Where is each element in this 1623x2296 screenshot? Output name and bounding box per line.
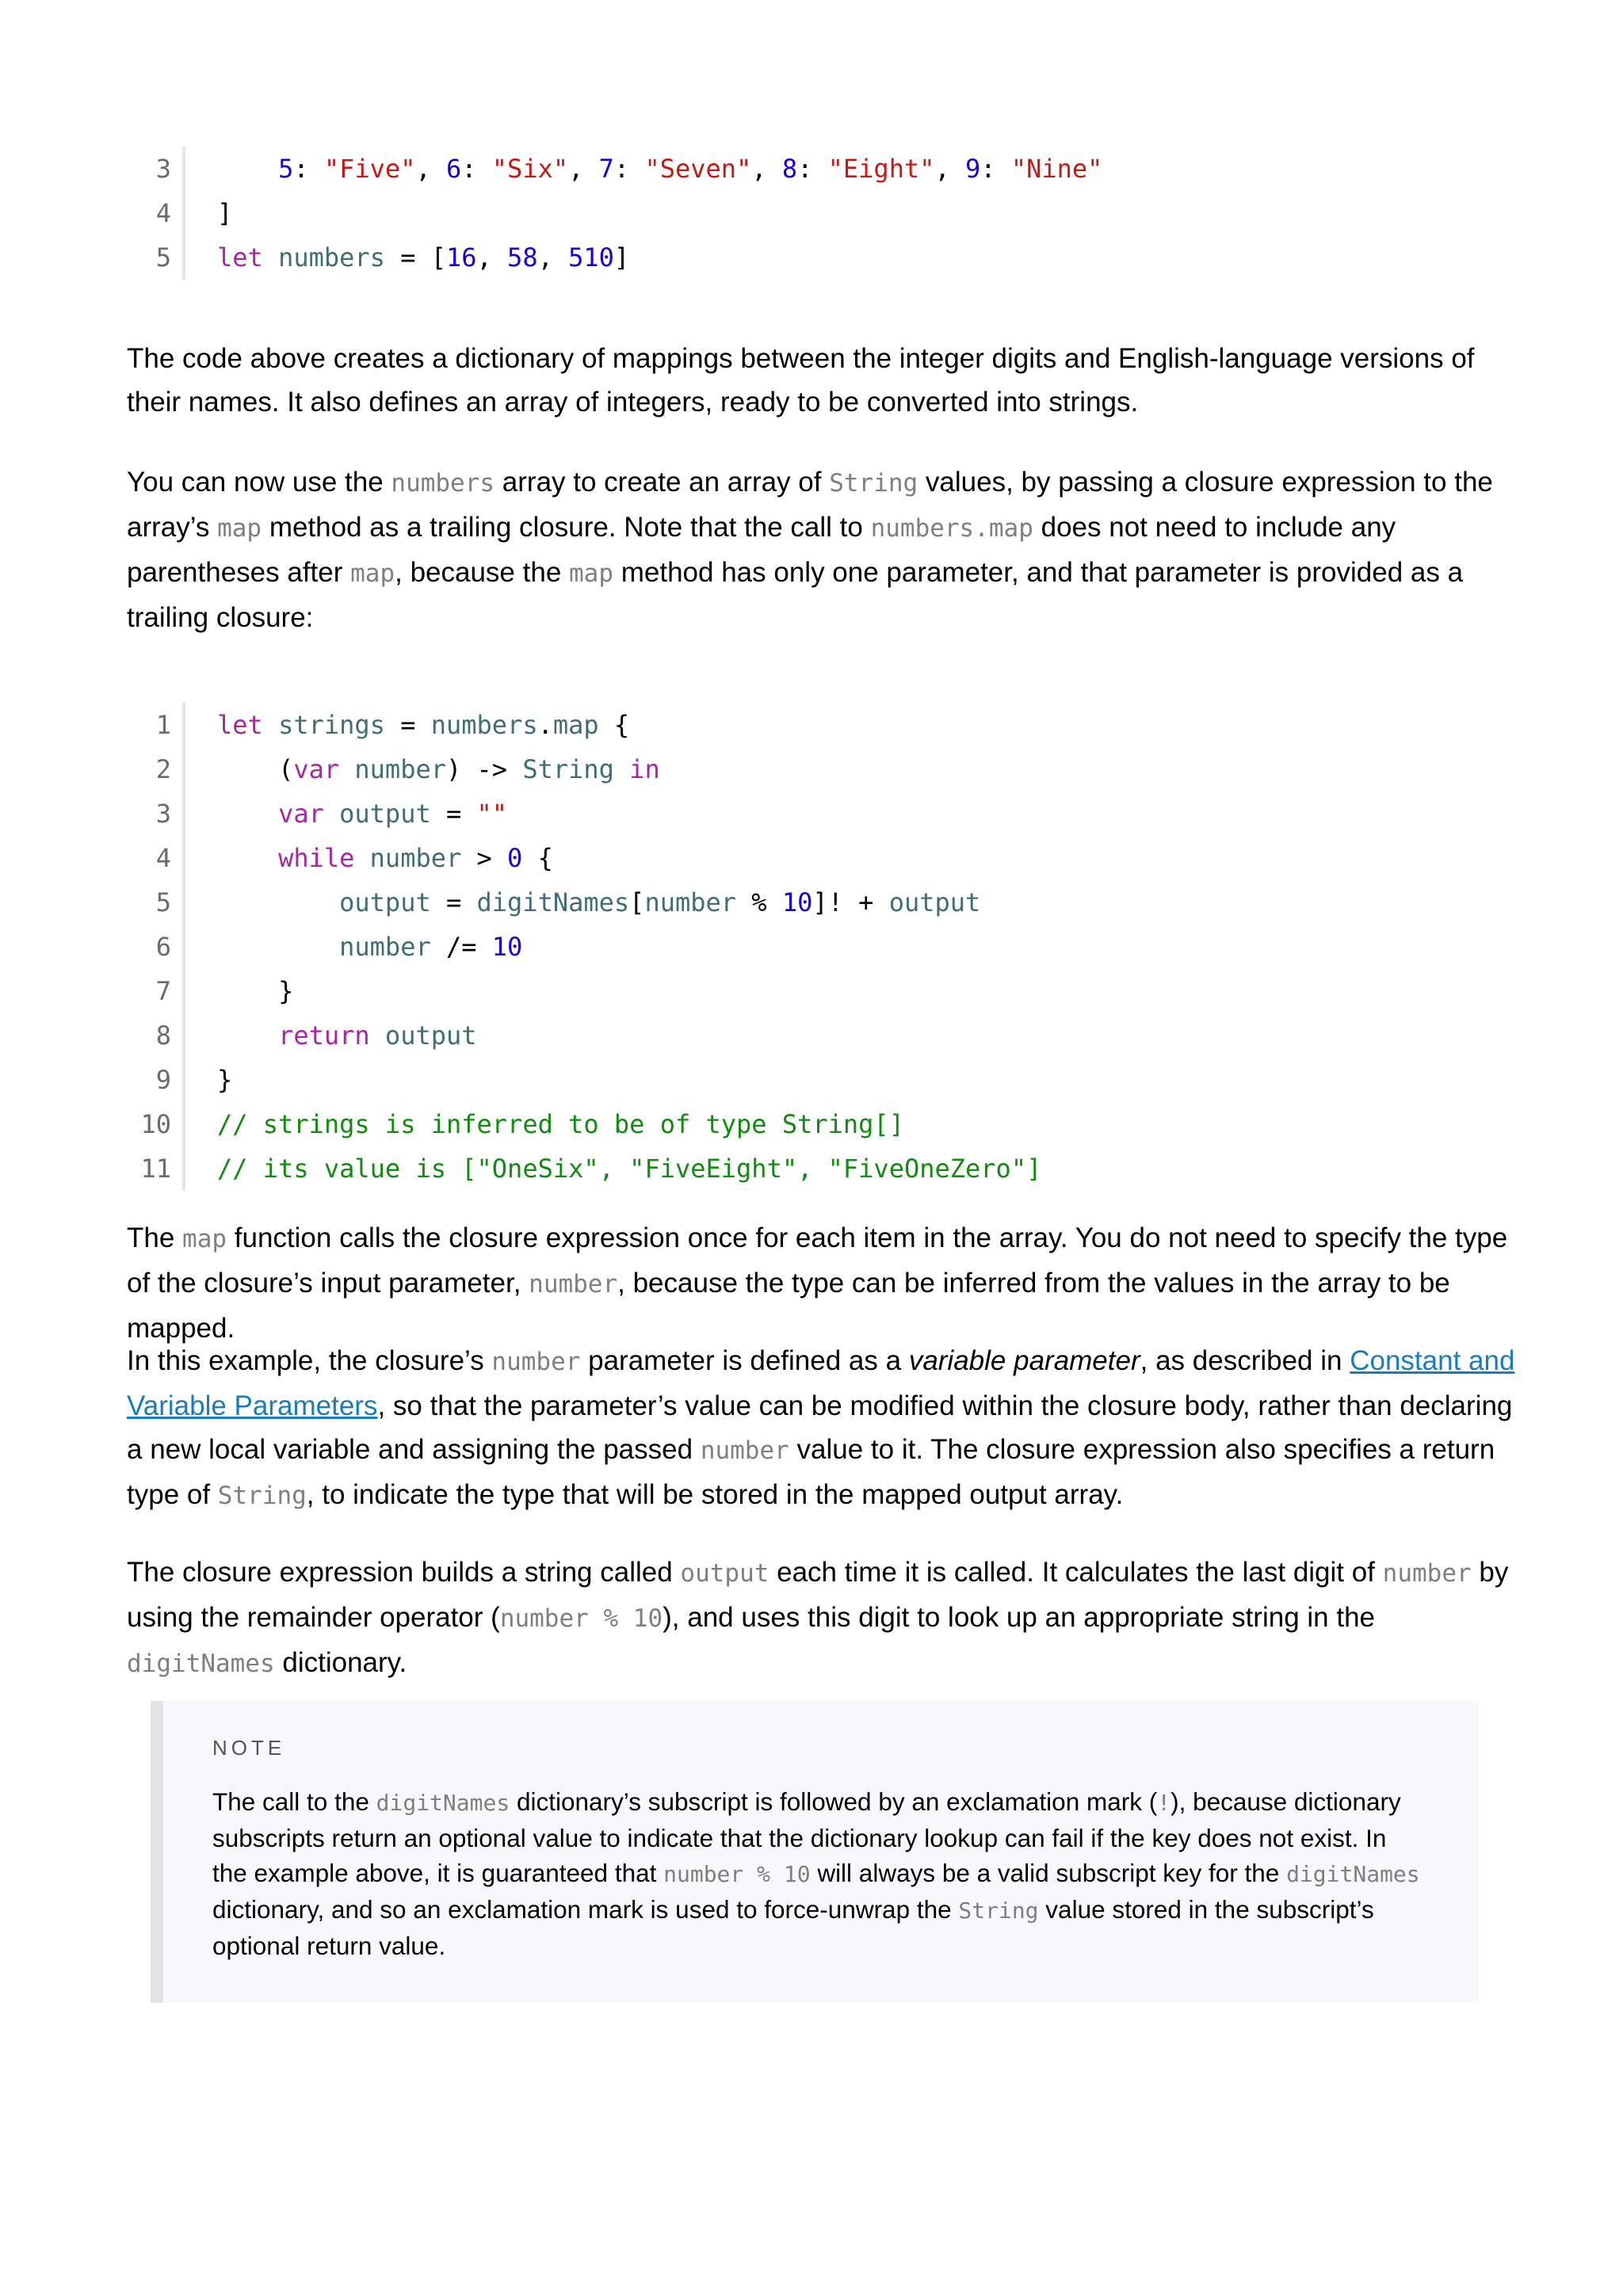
line-number: 4 <box>127 191 185 235</box>
paragraph-map-function: The map function calls the closure expression once for each item in the array. You do not need to specify the type of the closure’s input parameter, number, because the type can be inferred from the values in the array to be mapped. <box>127 1222 1508 1344</box>
code-line <box>127 925 1041 969</box>
code-text: // strings is inferred to be of type String[] <box>217 1109 904 1139</box>
paragraph-closure-output: The closure expression builds a string called output each time it is called. It calculates the last digit of number by using the remainder operator (number % 10), and uses this digit to look up an appropriate string in the digitNames dictionary. <box>127 1557 1509 1678</box>
code-line <box>127 1013 1041 1058</box>
inline-code: digitNames <box>127 1650 275 1678</box>
inline-code: map <box>569 559 614 588</box>
line-number: 7 <box>127 969 185 1013</box>
line-number: 5 <box>127 235 185 280</box>
code-line <box>127 1102 1041 1146</box>
inline-code: map <box>182 1225 227 1253</box>
inline-code: number % 10 <box>499 1604 663 1633</box>
code-line <box>127 836 1041 880</box>
note-box <box>151 1701 1479 2003</box>
code-text: return output <box>278 1020 477 1051</box>
code-block-digit-names <box>127 147 1102 280</box>
link-constant-and-variable-parameters[interactable]: Constant and Variable Parameters <box>127 1345 1515 1421</box>
inline-code: number <box>700 1436 789 1465</box>
inline-code: String <box>958 1897 1039 1924</box>
line-number: 10 <box>127 1102 185 1146</box>
line-number: 11 <box>127 1146 185 1191</box>
inline-code: output <box>680 1559 769 1588</box>
line-number: 6 <box>127 925 185 969</box>
code-line <box>127 191 1102 235</box>
inline-code: digitNames <box>376 1790 510 1816</box>
code-text: } <box>217 976 294 1006</box>
line-number: 8 <box>127 1013 185 1058</box>
inline-code: numbers <box>391 469 495 498</box>
inline-code: numbers.map <box>870 514 1033 543</box>
inline-code: String <box>217 1482 307 1510</box>
inline-code: map <box>217 514 262 543</box>
code-text: number /= 10 <box>339 932 523 962</box>
code-line <box>127 1146 1041 1191</box>
paragraph-map-intro: You can now use the numbers array to create an array of String values, by passing a closure expression to the array’s map method as a trailing closure. Note that the call to numbers.map does not need to include any parentheses after map, because the map method has only one parameter, and that parameter is provided as a trailing closure: <box>127 467 1493 633</box>
code-text: output = digitNames[number % 10]! + output <box>339 887 981 917</box>
inline-code: ! <box>1157 1790 1171 1816</box>
note-title: NOTE <box>212 1736 286 1760</box>
code-line <box>127 969 1041 1013</box>
line-number: 3 <box>127 147 185 191</box>
code-line <box>127 235 1102 280</box>
code-text: ] <box>217 198 233 228</box>
inline-code: number % 10 <box>663 1861 811 1887</box>
code-text: (var number) -> String in <box>217 754 660 784</box>
note-body: The call to the digitNames dictionary’s subscript is followed by an exclamation mark (!), because dictionary subscripts return an optional value to indicate that the dictionary lookup can fail if the key does not exist. In the example above, it is guaranteed that number % 10 will always be a valid subscript key for the digitNames dictionary, and so an exclamation mark is used to force-unwrap the String value stored in the subscript’s optional return value. <box>212 1787 1420 1960</box>
line-number: 5 <box>127 880 185 925</box>
inline-code: String <box>829 469 918 498</box>
inline-code: number <box>491 1348 581 1376</box>
inline-code: digitNames <box>1286 1861 1420 1887</box>
paragraph-dictionary-explanation: The code above creates a dictionary of mappings between the integer digits and English-language versions of their names. It also defines an array of integers, ready to be converted into strings. <box>127 343 1475 418</box>
code-line <box>127 147 1102 191</box>
line-number: 9 <box>127 1058 185 1102</box>
line-number: 2 <box>127 747 185 791</box>
code-text: 5: "Five", 6: "Six", 7: "Seven", 8: "Eight", 9: "Nine" <box>278 154 1103 184</box>
line-number: 1 <box>127 703 185 747</box>
code-block-strings-map <box>127 703 1041 1191</box>
code-line <box>127 703 1041 747</box>
code-line <box>127 1058 1041 1102</box>
line-number: 3 <box>127 791 185 836</box>
line-number: 4 <box>127 836 185 880</box>
code-line <box>127 747 1041 791</box>
paragraph-variable-parameter: In this example, the closure’s number parameter is defined as a variable parameter, as described in Constant and Variable Parameters, so that the parameter’s value can be modified within the closure body, rather than declaring a new local variable and assigning the passed number value to it. The closure expression also specifies a return type of String, to indicate the type that will be stored in the mapped output array. <box>127 1345 1515 1510</box>
code-text: let numbers = [16, 58, 510] <box>217 242 630 273</box>
code-line <box>127 880 1041 925</box>
code-text: } <box>217 1065 233 1095</box>
code-text: while number > 0 { <box>278 843 553 873</box>
code-text: // its value is ["OneSix", "FiveEight", "FiveOneZero"] <box>217 1154 1042 1184</box>
inline-code: number <box>1382 1559 1472 1588</box>
code-text: var output = "" <box>278 799 508 829</box>
code-text: let strings = numbers.map { <box>217 710 630 740</box>
code-line <box>127 791 1041 836</box>
inline-code: number <box>529 1270 618 1299</box>
inline-code: map <box>350 559 395 588</box>
emphasis: variable parameter <box>908 1345 1140 1376</box>
